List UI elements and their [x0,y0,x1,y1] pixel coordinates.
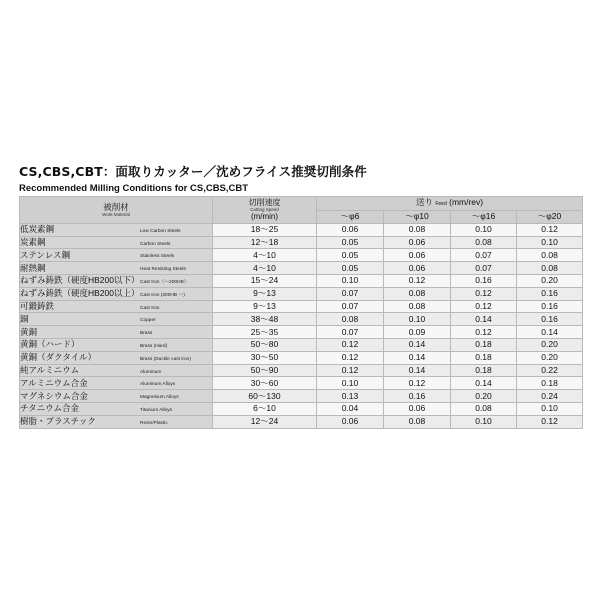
material-name-en: Cast Iron (200HB ～) [140,292,185,298]
table-row [20,313,583,326]
feed-cell: 0.10 [451,223,517,236]
speed-cell: 50～80 [213,338,317,351]
feed-cell: 0.08 [384,223,451,236]
feed-cell: 0.20 [517,351,583,364]
material-name-jp: ねずみ鋳鉄（硬度HB200以下） [20,275,140,286]
speed-cell: 50～90 [213,364,317,377]
feed-cell: 0.14 [451,377,517,390]
feed-cell: 0.06 [384,249,451,262]
speed-cell: 38～48 [213,313,317,326]
feed-cell: 0.08 [517,262,583,275]
header-row-1 [20,197,583,211]
feed-cell: 0.08 [384,287,451,300]
table-row [20,223,583,236]
feed-cell: 0.07 [317,300,384,313]
material-name-en: Cast Iron（～200HB） [140,279,189,285]
material-name-en: Titanium Alloys [140,407,173,413]
feed-cell: 0.20 [517,338,583,351]
speed-cell: 12～18 [213,236,317,249]
material-name-en: Low Carbon Steels [140,228,181,234]
feed-cell: 0.06 [317,415,384,428]
material-name-en: Copper [140,318,156,324]
speed-cell: 30～60 [213,377,317,390]
feed-cell: 0.10 [384,313,451,326]
material-cell [20,236,213,249]
title-block [19,162,367,194]
material-name-jp: 耐熱鋼 [20,262,46,273]
feed-cell: 0.12 [317,364,384,377]
feed-cell: 0.13 [317,390,384,403]
material-name-jp: ねずみ鋳鉄（硬度HB200以上） [20,288,140,299]
feed-cell: 0.08 [451,236,517,249]
material-name-en: Aluminum Alloys [140,382,176,388]
milling-conditions-table [19,196,583,429]
speed-cell: 9～13 [213,300,317,313]
material-cell [20,313,213,326]
table-row [20,351,583,364]
feed-cell: 0.16 [517,287,583,300]
speed-cell: 6～10 [213,402,317,415]
feed-cell: 0.09 [384,326,451,339]
feed-cell: 0.12 [517,223,583,236]
material-name-en: Aluminum [140,369,162,375]
speed-cell: 4～10 [213,262,317,275]
feed-cell: 0.12 [317,338,384,351]
speed-cell: 25～35 [213,326,317,339]
material-name-en: Brass (Ductile cast iron) [140,356,191,362]
feed-cell: 0.06 [317,223,384,236]
feed-cell: 0.16 [451,274,517,287]
material-name-jp: 黄銅 [20,326,38,337]
feed-cell: 0.05 [317,262,384,275]
feed-cell: 0.08 [517,249,583,262]
feed-cell: 0.18 [451,351,517,364]
feed-cell: 0.06 [384,402,451,415]
material-cell [20,351,213,364]
feed-cell: 0.12 [384,274,451,287]
feed-cell: 0.10 [517,236,583,249]
table-row [20,300,583,313]
table-row [20,377,583,390]
feed-cell: 0.14 [384,351,451,364]
feed-header-unit: (mm/rev) [449,197,484,207]
material-name-en: Stainless Steels [140,254,175,260]
feed-cell: 0.20 [517,274,583,287]
feed-cell: 0.10 [317,377,384,390]
feed-cell: 0.12 [517,415,583,428]
material-name-jp: マグネシウム合金 [20,390,88,401]
material-header-jp: 被削材 [103,201,129,212]
feed-cell: 0.06 [384,262,451,275]
material-cell [20,326,213,339]
material-cell [20,338,213,351]
feed-cell: 0.16 [517,313,583,326]
material-name-en: Magnesium Alloys [140,395,179,401]
speed-cell: 15～24 [213,274,317,287]
feed-header [317,197,583,211]
feed-cell: 0.18 [451,364,517,377]
feed-cell: 0.20 [451,390,517,403]
speed-cell: 30～50 [213,351,317,364]
material-cell [20,287,213,300]
table-row [20,326,583,339]
material-name-en: Resin/Plastic [140,420,168,426]
table-body [20,223,583,428]
feed-header-en: Feed [435,201,447,207]
feed-cell: 0.14 [384,338,451,351]
feed-cell: 0.18 [517,377,583,390]
speed-cell: 18～25 [213,223,317,236]
feed-cell: 0.16 [384,390,451,403]
feed-cell: 0.22 [517,364,583,377]
material-header [20,197,213,224]
diameter-header: ～φ16 [451,211,517,224]
feed-cell: 0.16 [517,300,583,313]
diameter-header: ～φ6 [317,211,384,224]
material-name-jp: 黄銅（ハード） [20,339,80,350]
material-name-jp: 低炭素鋼 [20,224,55,235]
speed-cell: 60～130 [213,390,317,403]
feed-cell: 0.14 [517,326,583,339]
material-header-en: Work Material [102,211,130,217]
speed-cell: 9～13 [213,287,317,300]
material-cell [20,223,213,236]
material-name-jp: 銅 [20,313,29,324]
material-name-en: Brass [140,331,153,337]
table-row [20,402,583,415]
material-cell [20,402,213,415]
material-cell [20,364,213,377]
material-name-en: Heat Resisting Steels [140,267,186,273]
material-name-en: Carbon Steels [140,241,171,247]
feed-cell: 0.24 [517,390,583,403]
material-cell [20,262,213,275]
feed-cell: 0.05 [317,236,384,249]
feed-cell: 0.18 [451,338,517,351]
material-cell [20,390,213,403]
material-name-jp: ステンレス鋼 [20,249,70,260]
table-row [20,274,583,287]
table-row [20,262,583,275]
diameter-header: ～φ20 [517,211,583,224]
material-name-jp: 炭素鋼 [20,236,46,247]
feed-cell: 0.08 [384,415,451,428]
speed-header-jp: 切削速度 [248,198,281,208]
feed-cell: 0.12 [384,377,451,390]
feed-cell: 0.08 [451,402,517,415]
speed-header-en: Cutting Speed [250,207,279,213]
table-row [20,236,583,249]
feed-cell: 0.07 [451,262,517,275]
material-name-en: Cast Iron [140,305,160,311]
feed-cell: 0.07 [317,326,384,339]
material-name-jp: チタニウム合金 [20,403,79,414]
table-row [20,415,583,428]
table-row [20,338,583,351]
page-subtitle: Recommended Milling Conditions for CS,CBS,CBT [19,183,249,194]
feed-header-jp: 送り [415,197,433,207]
table-row [20,390,583,403]
material-cell [20,415,213,428]
feed-cell: 0.05 [317,249,384,262]
material-cell [20,300,213,313]
table-row [20,249,583,262]
feed-cell: 0.14 [384,364,451,377]
material-name-jp: 黄銅（ダクタイル） [20,352,97,363]
diameter-header: ～φ10 [384,211,451,224]
speed-cell: 12～24 [213,415,317,428]
speed-header [213,197,317,224]
material-name-jp: アルミニウム合金 [20,377,88,388]
speed-cell: 4～10 [213,249,317,262]
material-name-jp: 樹脂・プラスチック [20,416,96,427]
material-cell [20,274,213,287]
feed-cell: 0.12 [451,326,517,339]
feed-cell: 0.14 [451,313,517,326]
feed-cell: 0.10 [517,402,583,415]
feed-cell: 0.10 [451,415,517,428]
feed-cell: 0.07 [451,249,517,262]
feed-cell: 0.08 [384,300,451,313]
table-row [20,364,583,377]
material-name-jp: 可鍛鋳鉄 [20,300,55,311]
material-name-jp: 純アルミニウム [20,364,80,375]
feed-cell: 0.12 [451,300,517,313]
feed-cell: 0.12 [317,351,384,364]
table-row [20,287,583,300]
speed-header-unit: (m/min) [250,212,279,222]
material-cell [20,249,213,262]
material-cell [20,377,213,390]
feed-cell: 0.07 [317,287,384,300]
feed-cell: 0.06 [384,236,451,249]
feed-cell: 0.10 [317,274,384,287]
feed-cell: 0.04 [317,402,384,415]
material-name-en: Brass (Hard) [140,343,168,349]
page-title: CS,CBS,CBT：面取りカッター／沈めフライス推奨切削条件 [19,164,367,179]
feed-cell: 0.08 [317,313,384,326]
feed-cell: 0.12 [451,287,517,300]
